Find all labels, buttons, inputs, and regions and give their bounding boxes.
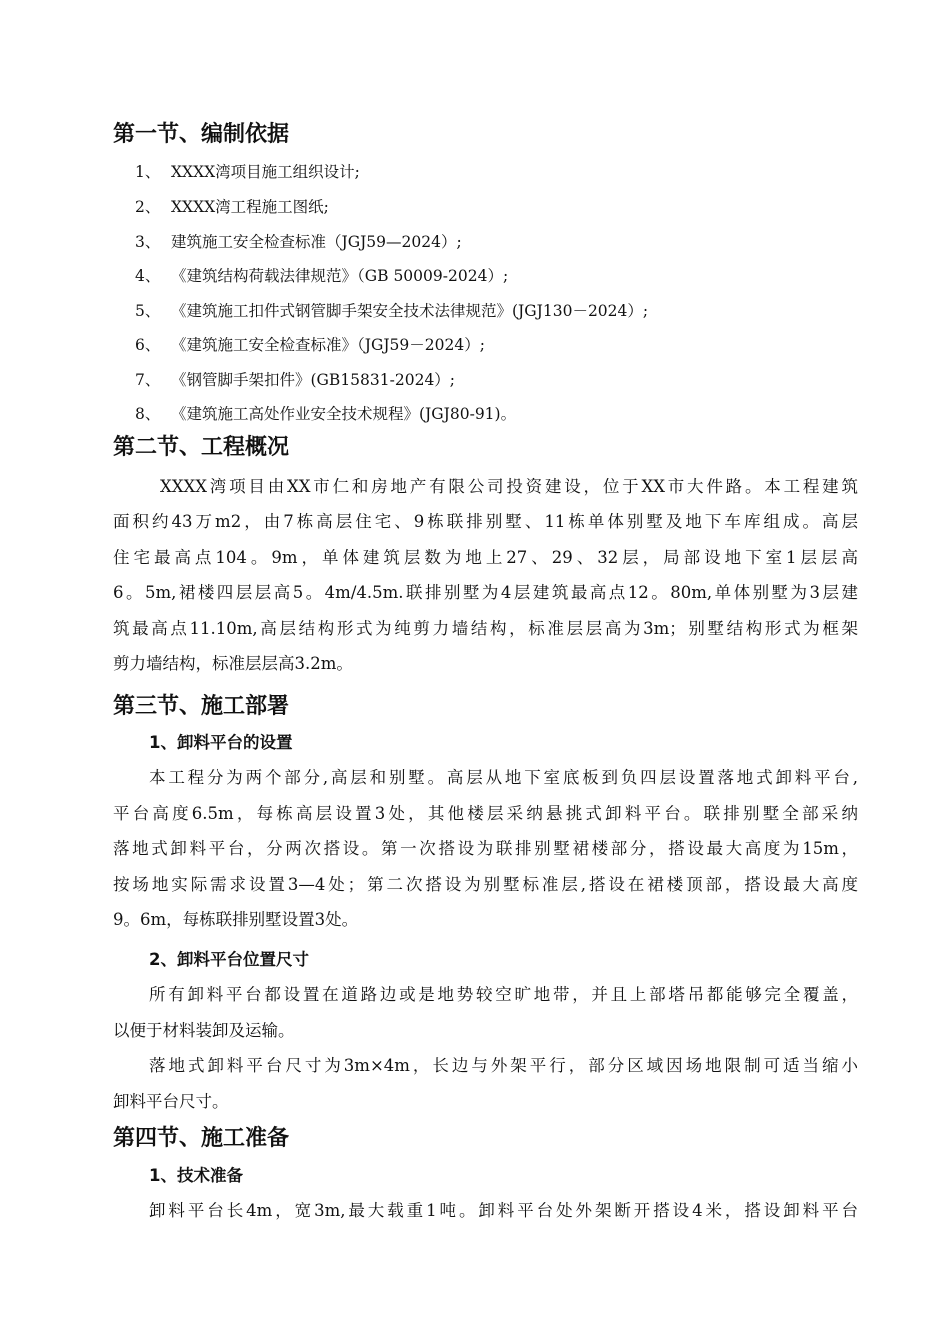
item-number: 3、 bbox=[135, 233, 161, 251]
subsection-title: 1、技术准备 bbox=[149, 1166, 243, 1185]
paragraph-line: 本工程分为两个部分,高层和别墅。高层从地下室底板到负四层设置落地式卸料平台, bbox=[149, 768, 858, 787]
reference-item bbox=[135, 300, 648, 322]
paragraph-line: 卸料平台长4m，宽3m,最大载重1吨。卸料平台处外架断开搭设4米，搭设卸料平台 bbox=[149, 1201, 858, 1220]
paragraph-line: 筑最高点11.10m,高层结构形式为纯剪力墙结构，标准层层高为3m；别墅结构形式为框架 bbox=[113, 619, 858, 638]
paragraph-line: 9。6m，每栋联排别墅设置3处。 bbox=[113, 910, 359, 929]
section-1-title: 第一节、编制依据 bbox=[113, 122, 290, 147]
paragraph-line: 平台高度6.5m，每栋高层设置3处，其他楼层采纳悬挑式卸料平台。联排别墅全部采纳 bbox=[113, 804, 858, 823]
item-text: 《建筑结构荷载法律规范》（GB 50009-2024）; bbox=[171, 267, 509, 285]
item-number: 1、 bbox=[135, 163, 161, 181]
subsection-title: 1、卸料平台的设置 bbox=[149, 733, 293, 752]
paragraph-line: 按场地实际需求设置3—4处；第二次搭设为别墅标准层,搭设在裙楼顶部，搭设最大高度 bbox=[113, 875, 858, 894]
reference-item bbox=[135, 231, 462, 253]
reference-item bbox=[135, 161, 360, 183]
paragraph-line: 面积约43万m2，由7栋高层住宅、9栋联排别墅、11栋单体别墅及地下车库组成。高层 bbox=[113, 512, 858, 531]
paragraph-line: 所有卸料平台都设置在道路边或是地势较空旷地带，并且上部塔吊都能够完全覆盖， bbox=[149, 985, 858, 1004]
item-text: 《建筑施工高处作业安全技术规程》(JGJ80-91)。 bbox=[171, 405, 517, 423]
reference-item bbox=[135, 369, 455, 391]
reference-item bbox=[135, 403, 516, 425]
item-text: 建筑施工安全检查标准（JGJ59—2024）; bbox=[171, 233, 462, 251]
subsection-title: 2、卸料平台位置尺寸 bbox=[149, 950, 309, 969]
item-number: 2、 bbox=[135, 198, 161, 216]
paragraph-line: 剪力墙结构，标准层层高3.2m。 bbox=[113, 654, 353, 673]
section-3-title: 第三节、施工部署 bbox=[113, 694, 290, 719]
item-text: XXXX湾项目施工组织设计; bbox=[171, 163, 360, 181]
section-4-title: 第四节、施工准备 bbox=[113, 1126, 290, 1151]
item-number: 7、 bbox=[135, 371, 161, 389]
paragraph-line: 落地式卸料平台，分两次搭设。第一次搭设为联排别墅裙楼部分，搭设最大高度为15m， bbox=[113, 839, 858, 858]
item-number: 6、 bbox=[135, 336, 161, 354]
reference-item bbox=[135, 265, 508, 287]
paragraph-line: XXXX湾项目由XX市仁和房地产有限公司投资建设，位于XX市大件路。本工程建筑 bbox=[160, 477, 858, 496]
paragraph-line: 住宅最高点104。9m，单体建筑层数为地上27、29、32层，局部设地下室1层层高 bbox=[113, 548, 858, 567]
item-number: 4、 bbox=[135, 267, 161, 285]
paragraph-line: 6。5m,裙楼四层层高5。4m/4.5m.联排别墅为4层建筑最高点12。80m,单体别墅为3层建 bbox=[113, 583, 858, 602]
item-number: 5、 bbox=[135, 302, 161, 320]
item-text: 《建筑施工安全检查标准》（JGJ59－2024）; bbox=[171, 336, 485, 354]
section-2-title: 第二节、工程概况 bbox=[113, 435, 290, 460]
item-text: 《钢管脚手架扣件》(GB15831-2024）; bbox=[171, 371, 456, 389]
reference-item bbox=[135, 334, 485, 356]
item-text: 《建筑施工扣件式钢管脚手架安全技术法律规范》(JGJ130－2024）; bbox=[171, 302, 649, 320]
item-number: 8、 bbox=[135, 405, 161, 423]
paragraph-line: 以便于材料装卸及运输。 bbox=[113, 1021, 295, 1040]
item-text: XXXX湾工程施工图纸; bbox=[171, 198, 329, 216]
paragraph-line: 卸料平台尺寸。 bbox=[113, 1092, 229, 1111]
reference-item bbox=[135, 196, 329, 218]
paragraph-line: 落地式卸料平台尺寸为3m×4m，长边与外架平行，部分区域因场地限制可适当缩小 bbox=[149, 1056, 858, 1075]
